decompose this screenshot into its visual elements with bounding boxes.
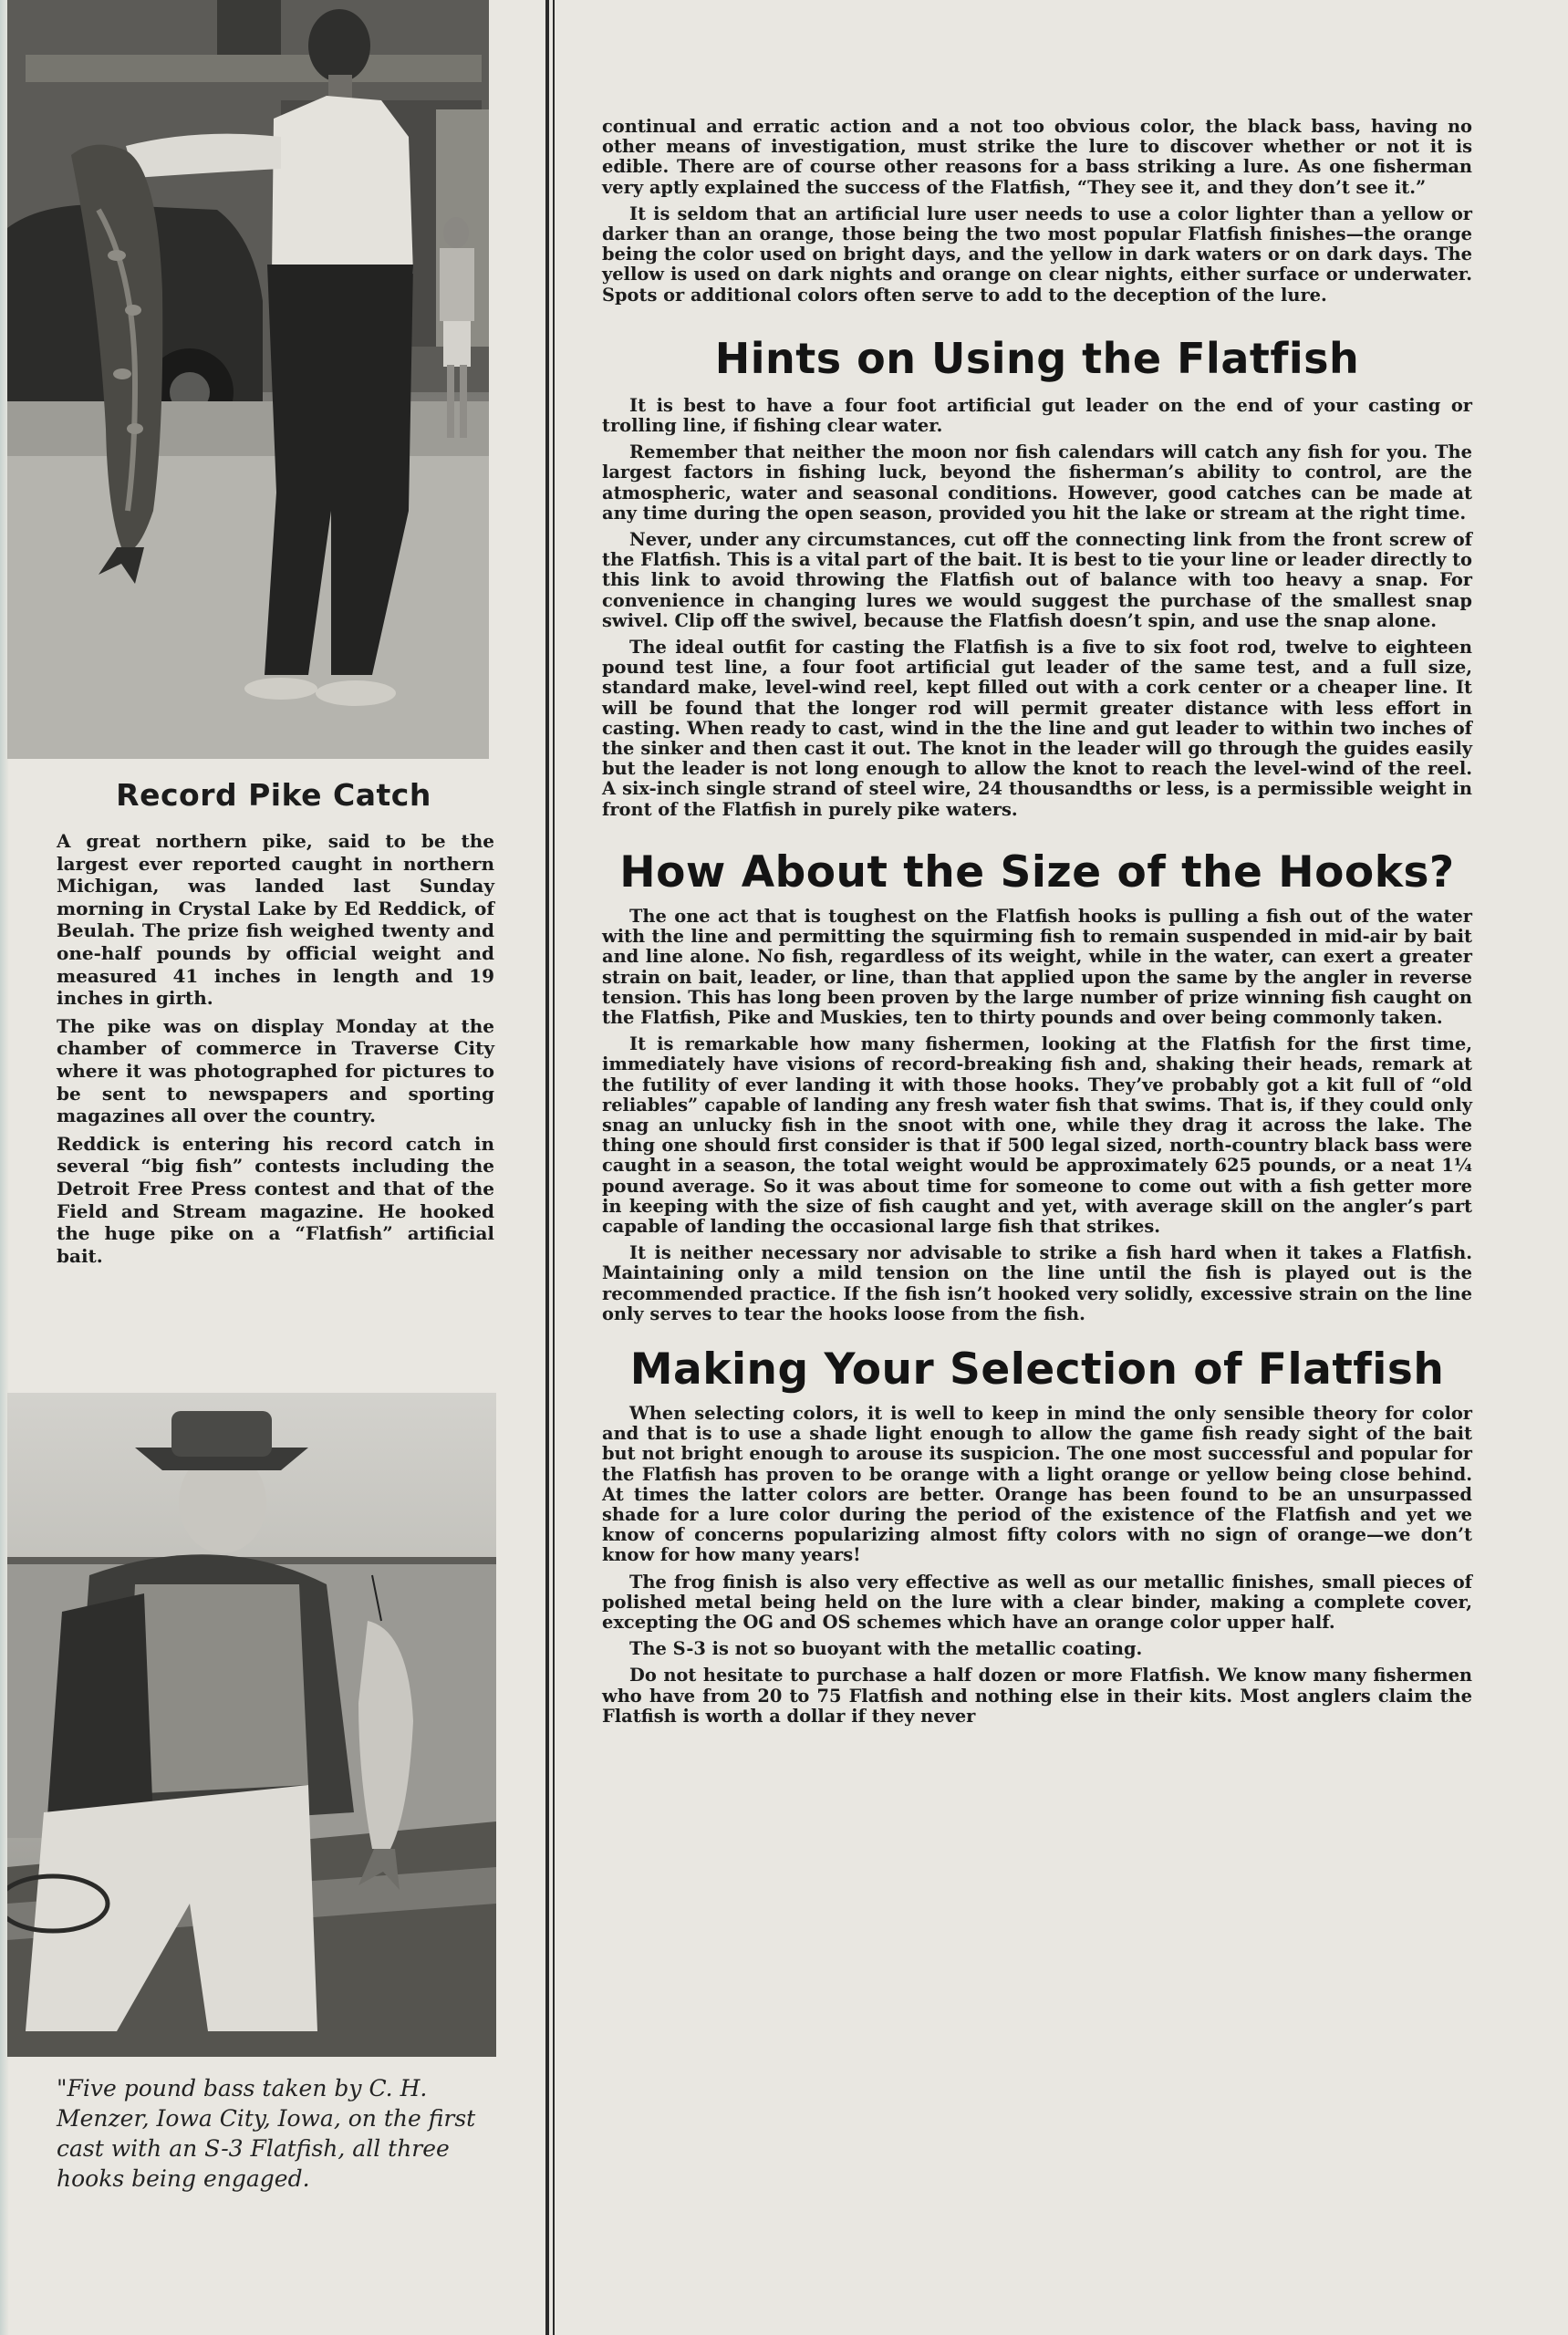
- hints-paragraph: It is best to have a four foot artificial gut leader on the end of your casting or trolling line, if fishing clear water.: [602, 394, 1472, 437]
- column-divider: [545, 0, 549, 2335]
- hooks-paragraph: The one act that is toughest on the Flatfish hooks is pulling a fish out of the water with the line and permitting the squirming fish to remain suspended in mid-air by bait and line alone. No fish, regardless of its weight, while in the water, can exert a greater strain on bait, leader, or line, than that applied upon the same by the angler in reverse tension. This has long been proven by the large number of prize winning fish caught on the Flatfish, Pike and Muskies, ten to thirty pounds and over being commonly taken.: [602, 905, 1472, 1028]
- hooks-heading: How About the Size of the Hooks?: [619, 846, 1455, 898]
- selection-paragraph: Do not hesitate to purchase a half dozen or more Flatfish. We know many fishermen who have from 20 to 75 Flatfish and nothing else in their kits. Most anglers claim the Flatfish is worth a dollar if they never: [602, 1665, 1472, 1727]
- selection-paragraph: When selecting colors, it is well to keep in mind the only sensible theory for color and that is to use a shade light enough to allow the game fish ready sight of the bait but not bright enough to arouse its suspicion. The one most successful and popular for the Flatfish has proven to be orange with a light orange or yellow being close behind. At times the latter colors are better. Orange has been found to be an unsurpassed shade for a lure color during the period of the existence of the Flatfish and yet we know of concerns popularizing almost fifty colors with no sign of orange—we don’t know for how many years!: [602, 1402, 1472, 1566]
- pike-photo: [7, 0, 489, 759]
- sidebar-heading: Record Pike Catch: [116, 777, 431, 813]
- column-divider-thin: [553, 0, 555, 2335]
- sidebar-paragraph: The pike was on display Monday at the chamber of commerce in Traverse City where it was photographed for pictures to be sent to newspapers and sporting magazines all over the country.: [57, 1014, 494, 1127]
- intro-paragraph: continual and erratic action and a not too obvious color, the black bass, having no other means of investigation, must strike the lure to discover whether or not it is edible. There are of course other reasons for a bass striking a lure. As one fisherman very aptly explained the success of the Flatfish, “They see it, and they don’t see it.”: [602, 116, 1472, 198]
- intro-paragraph: It is seldom that an artificial lure user needs to use a color lighter than a yellow or darker than an orange, those being the two most popular Flatfish finishes—the orange being the color used on bright days, and the yellow in dark waters or on dark days. The yellow is used on dark nights and orange on clear nights, either surface or underwater. Spots or additional colors often serve to add to the deception of the lure.: [602, 202, 1472, 306]
- sidebar-article: [57, 830, 494, 1272]
- hints-paragraph: Remember that neither the moon nor fish calendars will catch any fish for you. The largest factors in fishing luck, beyond the fisherman’s ability to control, are the atmospheric, water and seasonal conditions. However, good catches can be made at any time during the open season, provided you hit the lake or stream at the right time.: [602, 441, 1472, 524]
- hints-heading: Hints on Using the Flatfish: [714, 333, 1360, 383]
- sidebar-paragraph: Reddick is entering his record catch in several “big fish” contests including the Detroit Free Press contest and that of the Field and Stream magazine. He hooked the huge pike on a “Flatfish” artificial bait.: [57, 1132, 494, 1267]
- selection-heading: Making Your Selection of Flatfish: [629, 1344, 1445, 1395]
- main-column: [602, 117, 1472, 1733]
- sidebar: [0, 0, 547, 2335]
- sidebar-paragraph: A great northern pike, said to be the largest ever reported caught in northern Michigan, was landed last Sunday morning in Crystal Lake by Ed Reddick, of Beulah. The prize fish weighed twenty and one-half pounds by official weight and measured 41 inches in length and 19 inches in girth.: [57, 830, 494, 1010]
- photo-caption: "Five pound bass taken by C. H. Menzer, Iowa City, Iowa, on the first cast with an S-3 Flatfish, all three hooks being engaged.: [57, 2075, 476, 2192]
- hints-paragraph: Never, under any circumstances, cut off the connecting link from the front screw of the Flatfish. This is a vital part of the bait. It is best to tie your line or leader directly to this link to avoid throwing the Flatfish out of balance with too heavy a snap. For convenience in changing lures we would suggest the purchase of the smallest snap swivel. Clip off the swivel, because the Flatfish doesn’t spin, and use the snap alone.: [602, 529, 1472, 631]
- selection-paragraph: The frog finish is also very effective as well as our metallic finishes, small pieces of polished metal being held on the lure with a clear binder, making a complete cover, excepting the OG and OS schemes which have an orange color upper half.: [602, 1571, 1472, 1633]
- selection-paragraph: The S-3 is not so buoyant with the metallic coating.: [629, 1638, 1143, 1660]
- hooks-paragraph: It is neither necessary nor advisable to strike a fish hard when it takes a Flatfish. Maintaining only a mild tension on the line until the fish is played out is the recommended practice. If the fish isn’t hooked very solidly, excessive strain on the line only serves to tear the hooks loose from the fish.: [602, 1242, 1472, 1324]
- hooks-paragraph: It is remarkable how many fishermen, looking at the Flatfish for the first time, immediately have visions of record-breaking fish and, shaking their heads, remark at the futility of ever landing it with those hooks. They’ve probably got a kit full of “old reliables” capable of landing any fresh water fish that swims. That is, if they could only snag an unlucky fish in the snoot with one, while they drag it across the lake. The thing one should first consider is that if 500 legal sized, north-country black bass were caught in a season, the total weight would be approximately 625 pounds, or a neat 1¼ pound average. So it was about time for someone to come out with a fish getter more in keeping with the size of fish caught and yet, with average skill on the angler’s part capable of landing the occasional large fish that strikes.: [602, 1033, 1472, 1237]
- hints-paragraph: The ideal outfit for casting the Flatfish is a five to six foot rod, twelve to eighteen pound test line, a four foot artificial gut leader of the same test, and a full size, standard make, level-wind reel, kept filled out with a cork center or a cheaper line. It will be found that the longer rod will permit greater distance with less effort in casting. When ready to cast, wind in the the line and gut leader to within two inches of the sinker and then cast it out. The knot in the leader will go through the guides easily but the leader is not long enough to allow the knot to reach the level-wind of the reel. A six-inch single strand of steel wire, 24 thousandths or less, is a permissible weight in front of the Flatfish in purely pike waters.: [602, 637, 1472, 820]
- bass-photo: [7, 1393, 496, 2057]
